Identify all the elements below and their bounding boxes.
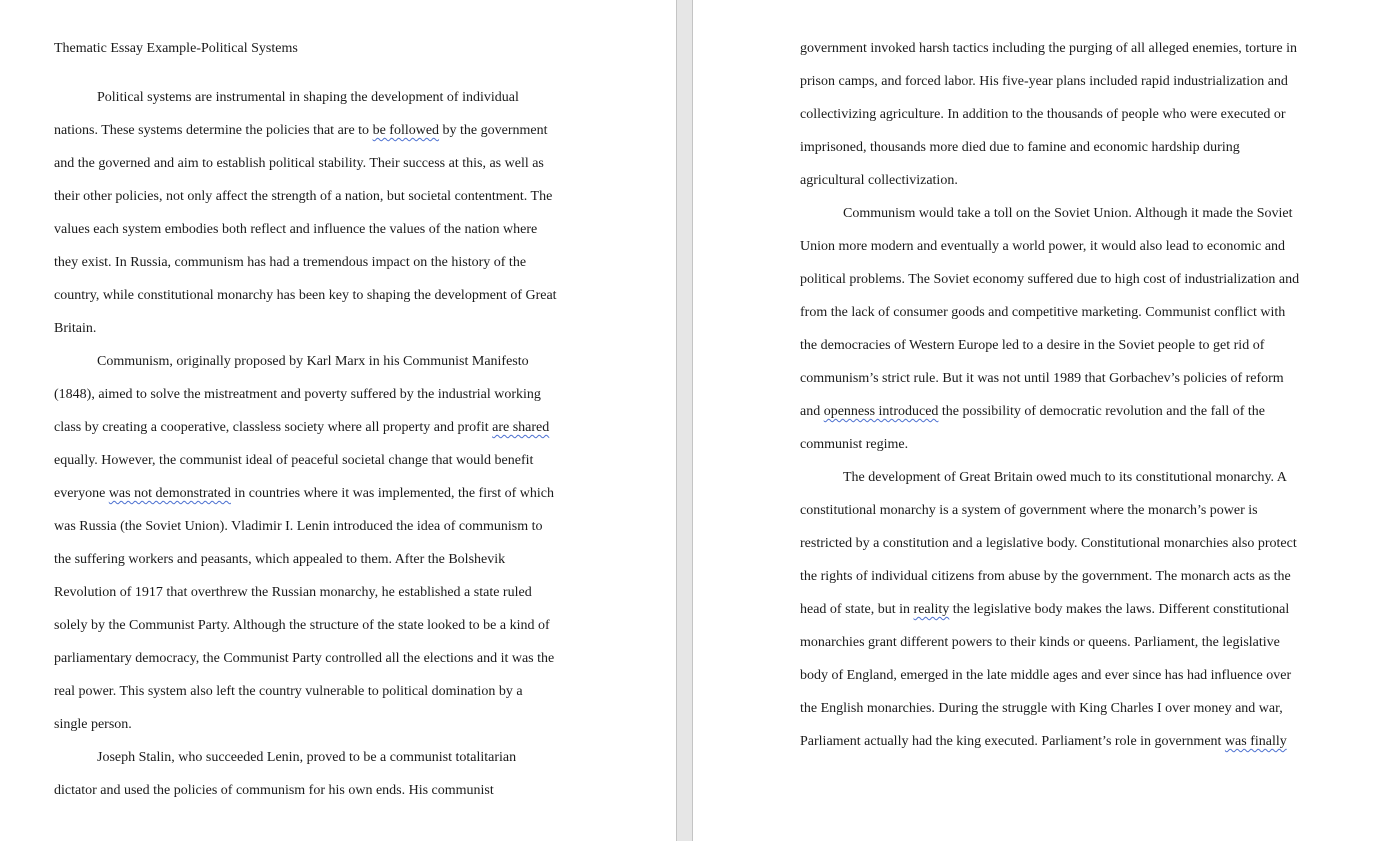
text-run: the English monarchies. During the struggle with King Charles I over money and war, (800, 701, 1283, 716)
text-run: country, while constitutional monarchy has been key to shaping the development of Great (54, 288, 557, 303)
document-page-left[interactable] (0, 0, 676, 841)
text-run: dictator and used the policies of communism for his own ends. His communist (54, 783, 494, 798)
text-run: in countries where it was implemented, the first of which (230, 486, 554, 501)
text-run: The development of Great Britain owed much to its constitutional monarchy. A (843, 470, 1287, 485)
text-line (843, 469, 1287, 487)
text-run: government invoked harsh tactics including the purging of all alleged enemies, torture in (800, 41, 1297, 56)
text-run: body of England, emerged in the late middle ages and ever since has had influence over (800, 668, 1292, 683)
text-line (800, 172, 958, 190)
text-line (54, 518, 543, 536)
text-line (800, 40, 1297, 58)
text-run: restricted by a constitution and a legislative body. Constitutional monarchies also protect (800, 536, 1297, 551)
text-line (54, 155, 544, 173)
text-run: their other policies, not only affect the strength of a nation, but societal contentment. The (54, 189, 553, 204)
text-run: agricultural collectivization. (800, 173, 958, 188)
text-run: they exist. In Russia, communism has had a tremendous impact on the history of the (54, 255, 527, 270)
text-line (800, 271, 1299, 289)
grammar-flag: be followed (372, 123, 440, 138)
text-line (54, 419, 549, 437)
document-title: Thematic Essay Example-Political Systems (54, 41, 298, 56)
text-line (54, 188, 552, 206)
text-line (800, 535, 1297, 553)
text-line (54, 617, 550, 635)
text-run: (1848), aimed to solve the mistreatment and poverty suffered by the industrial working (54, 387, 541, 402)
text-run: was Russia (the Soviet Union). Vladimir I. Lenin introduced the idea of communism to (54, 519, 543, 534)
text-line (800, 238, 1285, 256)
text-run: Joseph Stalin, who succeeded Lenin, proved to be a communist totalitarian (97, 750, 517, 765)
text-line (54, 716, 132, 734)
text-line (54, 254, 526, 272)
text-run: Parliament actually had the king executed. Parliament’s role in government (800, 734, 1225, 749)
text-run: solely by the Communist Party. Although the structure of the state looked to be a kind of (54, 618, 550, 633)
text-run: Communism, originally proposed by Karl Marx in his Communist Manifesto (97, 354, 529, 369)
text-line (54, 683, 523, 701)
text-line (97, 89, 519, 107)
text-run: collectivizing agriculture. In addition to the thousands of people who were executed or (800, 107, 1286, 122)
text-run: communist regime. (800, 437, 909, 452)
text-run: political problems. The Soviet economy suffered due to high cost of industrialization and (800, 272, 1300, 287)
text-run: nations. These systems determine the policies that are to (54, 123, 373, 138)
text-line (800, 337, 1264, 355)
text-run: communism’s strict rule. But it was not until 1989 that Gorbachev’s policies of reform (800, 371, 1284, 386)
text-line (54, 650, 554, 668)
grammar-flag: openness introduced (823, 404, 939, 419)
text-run: Communism would take a toll on the Soviet Union. Although it made the Soviet (843, 206, 1293, 221)
text-run: single person. (54, 717, 132, 732)
text-line (54, 782, 494, 800)
text-line (800, 700, 1283, 718)
text-line (800, 634, 1280, 652)
text-run: the legislative body makes the laws. Different constitutional (949, 602, 1290, 617)
text-run: prison camps, and forced labor. His five-year plans included rapid industrialization and (800, 74, 1288, 89)
text-line (800, 304, 1285, 322)
page-gutter (676, 0, 693, 841)
text-line (800, 601, 1289, 619)
text-run: monarchies grant different powers to their kinds or queens. Parliament, the legislative (800, 635, 1280, 650)
text-line (54, 584, 532, 602)
text-run: by the government (439, 123, 548, 138)
grammar-flag: was finally (1224, 734, 1287, 749)
text-line (800, 502, 1258, 520)
text-line (97, 749, 516, 767)
text-line (800, 403, 1265, 421)
grammar-flag: was not demonstrated (108, 486, 231, 501)
text-line (800, 106, 1286, 124)
text-run: and the governed and aim to establish political stability. Their success at this, as well as (54, 156, 544, 171)
text-line (54, 551, 505, 569)
text-run: from the lack of consumer goods and competitive marketing. Communist conflict with (800, 305, 1286, 320)
text-line (800, 436, 908, 454)
text-line (54, 221, 537, 239)
text-line (54, 452, 533, 470)
text-line (54, 386, 541, 404)
text-run: the possibility of democratic revolution and the fall of the (938, 404, 1266, 419)
text-line (54, 320, 96, 338)
text-run: head of state, but in (800, 602, 914, 617)
text-run: imprisoned, thousands more died due to famine and economic hardship during (800, 140, 1240, 155)
text-run: class by creating a cooperative, classless society where all property and profit (54, 420, 493, 435)
text-run: real power. This system also left the country vulnerable to political domination by a (54, 684, 523, 699)
text-line (54, 122, 548, 140)
grammar-flag: reality (913, 602, 950, 617)
text-line (800, 139, 1240, 157)
text-run: the suffering workers and peasants, which appealed to them. After the Bolshevik (54, 552, 506, 567)
text-line (800, 73, 1288, 91)
text-run: Britain. (54, 321, 97, 336)
text-run: values each system embodies both reflect and influence the values of the nation where (54, 222, 538, 237)
text-line (800, 667, 1291, 685)
text-line (97, 353, 529, 371)
text-run: parliamentary democracy, the Communist Party controlled all the elections and it was the (54, 651, 555, 666)
text-run: Union more modern and eventually a world power, it would also lead to economic and (800, 239, 1286, 254)
text-run: the rights of individual citizens from abuse by the government. The monarch acts as the (800, 569, 1291, 584)
text-run: Political systems are instrumental in shaping the development of individual (97, 90, 519, 105)
text-run: constitutional monarchy is a system of government where the monarch’s power is (800, 503, 1258, 518)
grammar-flag: are shared (492, 420, 550, 435)
document-page-right[interactable] (693, 0, 1383, 841)
text-line (800, 370, 1284, 388)
text-run: Revolution of 1917 that overthrew the Russian monarchy, he established a state ruled (54, 585, 532, 600)
text-run: and (800, 404, 824, 419)
text-line (800, 568, 1291, 586)
text-line (54, 485, 554, 503)
text-run: everyone (54, 486, 109, 501)
text-line (843, 205, 1293, 223)
text-run: equally. However, the communist ideal of peaceful societal change that would benefit (54, 453, 534, 468)
text-line (800, 733, 1287, 751)
text-run: the democracies of Western Europe led to a desire in the Soviet people to get rid of (800, 338, 1265, 353)
text-line (54, 287, 557, 305)
